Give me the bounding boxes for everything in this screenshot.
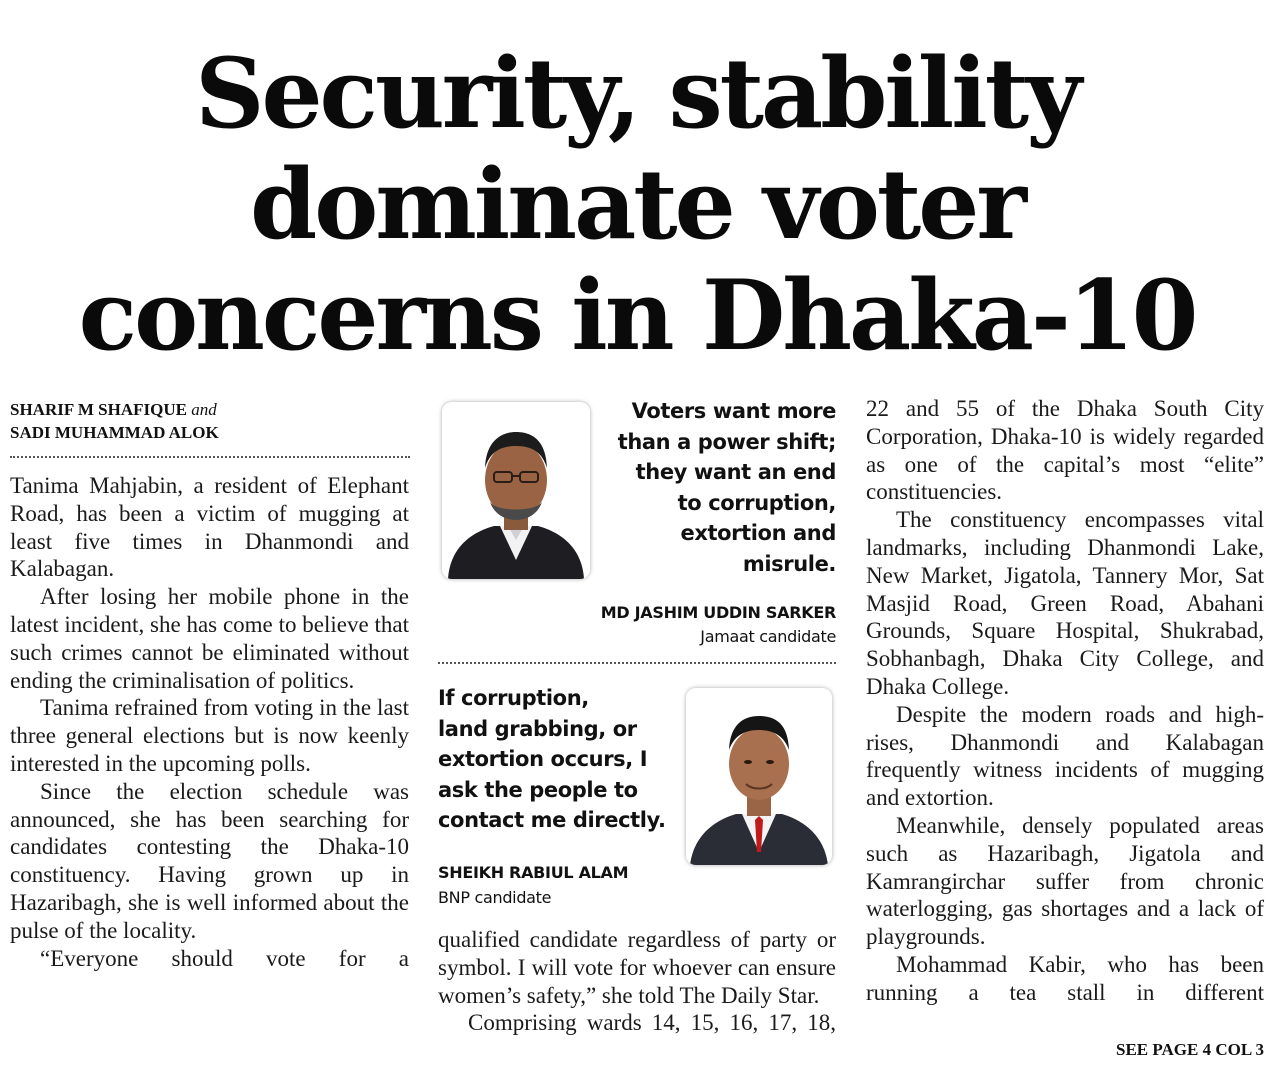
article-paragraph: 22 and 55 of the Dhaka South City Corporation, Dhaka-10 is widely regarded as one of the capital’s most “elite” constituencies. [866,396,1264,505]
headline-line: dominate voter [250,148,1024,261]
byline-divider [10,456,410,458]
article-column-2 [438,926,836,1037]
author-name: SADI MUHAMMAD ALOK [10,423,219,442]
continued-on-page: SEE PAGE 4 COL 3 [1116,1040,1264,1059]
article-paragraph: qualified candidate regardless of party or symbol. I will vote for whoever can ensure women’s safety,” she told The Daily Star. [438,927,836,1008]
pull-quote-line: extortion occurs, I [438,747,648,771]
candidate-photo-bnp [686,688,832,865]
article-paragraph: The constituency encompasses vital landmarks, including Dhanmondi Lake, New Market, Jigatola, Tannery Mor, Sat Masjid Road, Green Road, Abahani Grounds, Square Hospital, Shukrabad, Sobhanbagh, Dhaka City College, and Dhaka College. [866,507,1264,699]
candidate-name: MD JASHIM UDDIN SARKER [600,603,836,622]
article-column-3 [866,395,1264,1007]
pull-quote-line: land grabbing, or [438,716,637,741]
pull-quote-line: If corruption, [438,686,589,710]
pull-quote-jamaat [600,396,836,579]
article-paragraph: After losing her mobile phone in the latest incident, she has come to believe that such crimes cannot be eliminated without ending the criminalisation of politics. [10,584,409,693]
byline-conjunction: and [191,400,217,419]
pull-quote-line: Voters want more [631,399,836,423]
article-paragraph: Since the election schedule was announced, she has been searching for candidates contesting the Dhaka-10 constituency. Having grown up in Hazaribagh, she is well informed about the pulse of the locality. [10,778,409,943]
headline-line: concerns in Dhaka-10 [78,259,1196,372]
pull-quote-line: extortion and [680,521,836,545]
headline [0,38,1274,371]
article-paragraph: Meanwhile, densely populated areas such as Hazaribagh, Jigatola and Kamrangirchar suffer from chronic waterlogging, gas shortages and a lack of playgrounds. [866,812,1264,950]
pull-quote-line: misrule. [742,551,836,576]
quote-divider [438,662,836,664]
article-paragraph: Tanima Mahjabin, a resident of Elephant Road, has been a victim of mugging at least five times in Dhanmondi and Kalabagan. [10,473,409,582]
pull-quote-line: ask the people to [438,777,638,802]
candidate-role: BNP candidate [438,888,552,907]
portrait-image [442,402,590,579]
article-column-1 [10,472,409,972]
article-paragraph: Comprising wards 14, 15, 16, 17, 18, [468,1010,836,1036]
pull-quote-line: than a power shift; [617,429,836,454]
article-paragraph: “Everyone should vote for a [40,945,409,971]
pull-quote-line: to corruption, [677,490,836,515]
pull-quote-bnp [438,683,678,836]
headline-line: Security, stability [195,37,1079,150]
pull-quote-line: they want an end [635,460,836,484]
candidate-name: SHEIKH RABIUL ALAM [438,863,629,882]
author-name: SHARIF M SHAFIQUE [10,400,187,419]
portrait-image [686,688,832,865]
pull-quote-line: contact me directly. [438,808,666,832]
article-paragraph: Tanima refrained from voting in the last three general elections but is now keenly interested in the upcoming polls. [10,695,409,776]
candidate-role: Jamaat candidate [700,627,836,646]
byline [10,398,410,444]
article-paragraph: Mohammad Kabir, who has been running a tea stall in different [866,951,1264,1005]
candidate-photo-jamaat [442,402,590,579]
article-paragraph: Despite the modern roads and high-rises, Dhanmondi and Kalabagan frequently witness incidents of mugging and extortion. [866,701,1264,811]
